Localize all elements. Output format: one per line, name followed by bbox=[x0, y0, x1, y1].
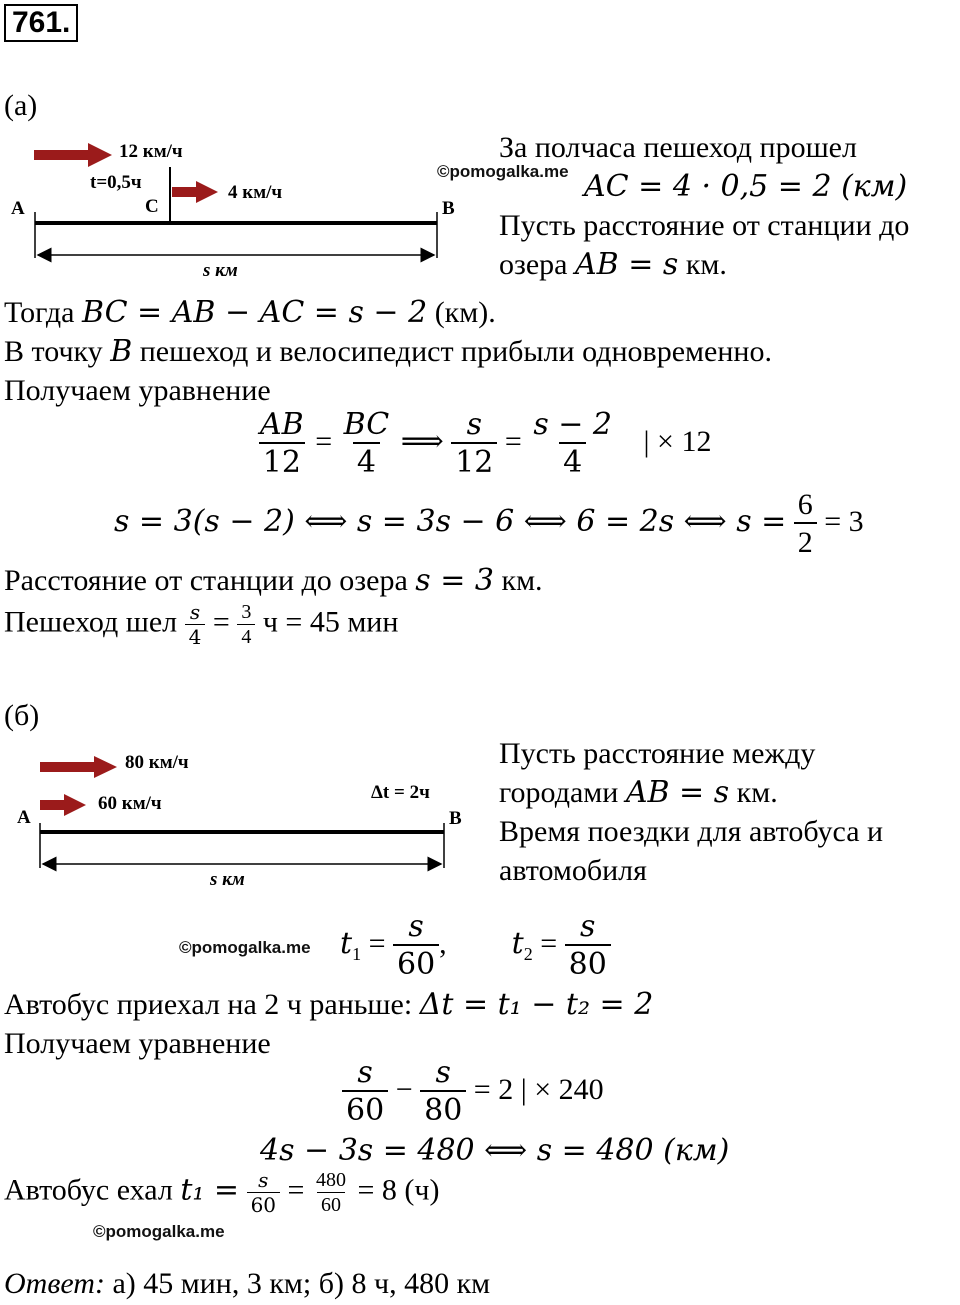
diagram-a-point-c: C bbox=[145, 196, 159, 217]
answer-label: Ответ: bbox=[4, 1267, 105, 1300]
part-a-text-2: AC = 4 · 0,5 = 2 (км) bbox=[584, 169, 908, 204]
part-a-text-4: озера AB = s км. bbox=[499, 247, 727, 282]
arrow-4-icon bbox=[172, 181, 218, 203]
diagram-a-time: t=0,5ч bbox=[90, 172, 142, 193]
part-a-line-4: Расстояние от станции до озера s = 3 км. bbox=[4, 563, 543, 598]
part-b-equation-2: 4s − 3s = 480 ⟺ s = 480 (км) bbox=[260, 1133, 730, 1168]
diagram-b-speed-60: 60 км/ч bbox=[98, 793, 162, 814]
answer bbox=[4, 1266, 490, 1302]
arrow-12-icon bbox=[34, 143, 112, 167]
part-b-line-2: Получаем уравнение bbox=[4, 1027, 271, 1060]
watermark: ©pomogalka.me bbox=[179, 938, 311, 957]
answer-text: а) 45 мин, 3 км; б) 8 ч, 480 км bbox=[112, 1267, 491, 1300]
watermark: ©pomogalka.me bbox=[93, 1222, 225, 1241]
part-a-equation-2: s = 3(s − 2) ⟺ s = 3s − 6 ⟺ 6 = 2s ⟺ s = $\frac{6}{2}$ = 3 bbox=[114, 488, 864, 559]
part-b-text-3: Время поездки для автобуса и bbox=[499, 815, 884, 848]
diagram-a-speed-12: 12 км/ч bbox=[119, 141, 183, 162]
diagram-a-point-b: B bbox=[442, 198, 455, 219]
part-a-line-1: Тогда BC = AB − AC = s − 2 (км). bbox=[4, 295, 496, 330]
diagram-a-point-a: A bbox=[11, 198, 25, 219]
part-b-text-1: Пусть расстояние между bbox=[499, 737, 816, 770]
diagram-b-delta: Δt = 2ч bbox=[371, 782, 430, 803]
diagram-a-distance: s км bbox=[203, 260, 238, 281]
problem-number: 761. bbox=[4, 4, 78, 42]
part-b-label: (б) bbox=[4, 699, 40, 732]
diagram-b-distance: s км bbox=[210, 869, 245, 890]
part-a-line-2: В точку B пешеход и велосипедист прибыли одновременно. bbox=[4, 334, 772, 369]
diagram-b-point-b: B bbox=[449, 808, 462, 829]
arrow-60-icon bbox=[40, 794, 86, 816]
part-a-equation-1: $\frac{AB}{12}$ = $\frac{BC}{4}$ ⟹ $\frac{s}{12}$ = $\frac{s - 2}{4}$ | × 12 bbox=[260, 407, 712, 480]
part-a-line-5: Пешеход шел $\frac{s}{4}$ = $\frac{3}{4}$ ч = 45 мин bbox=[4, 600, 399, 649]
part-a-text-3: Пусть расстояние от станции до bbox=[499, 209, 910, 242]
arrow-80-icon bbox=[40, 756, 117, 778]
diagram-b-point-a: A bbox=[17, 807, 31, 828]
part-b-time-formulas: $t_1$ = $\frac{s}{60}$ , $t_2$ = $\frac{s}{80}$ bbox=[340, 912, 611, 980]
part-a-text-1: За полчаса пешеход прошел bbox=[499, 131, 857, 164]
diagram-b-speed-80: 80 км/ч bbox=[125, 752, 189, 773]
watermark: ©pomogalka.me bbox=[437, 162, 569, 181]
part-b-text-4: автомобиля bbox=[499, 854, 647, 887]
part-a-label: (а) bbox=[4, 89, 38, 122]
part-b-line-3: Автобус ехал t₁ = $\frac{s}{60}$ = $\frac{480}{60}$ = 8 (ч) bbox=[4, 1168, 440, 1217]
part-b-text-2: городами AB = s км. bbox=[499, 775, 778, 810]
part-a-line-3: Получаем уравнение bbox=[4, 374, 271, 407]
diagram-a-speed-4: 4 км/ч bbox=[228, 182, 283, 203]
part-b-equation-1: $\frac{s}{60}$ − $\frac{s}{80}$ = 2 | × 240 bbox=[342, 1058, 604, 1126]
part-b-line-1: Автобус приехал на 2 ч раньше: Δt = t₁ − t₂ = 2 bbox=[4, 987, 654, 1022]
